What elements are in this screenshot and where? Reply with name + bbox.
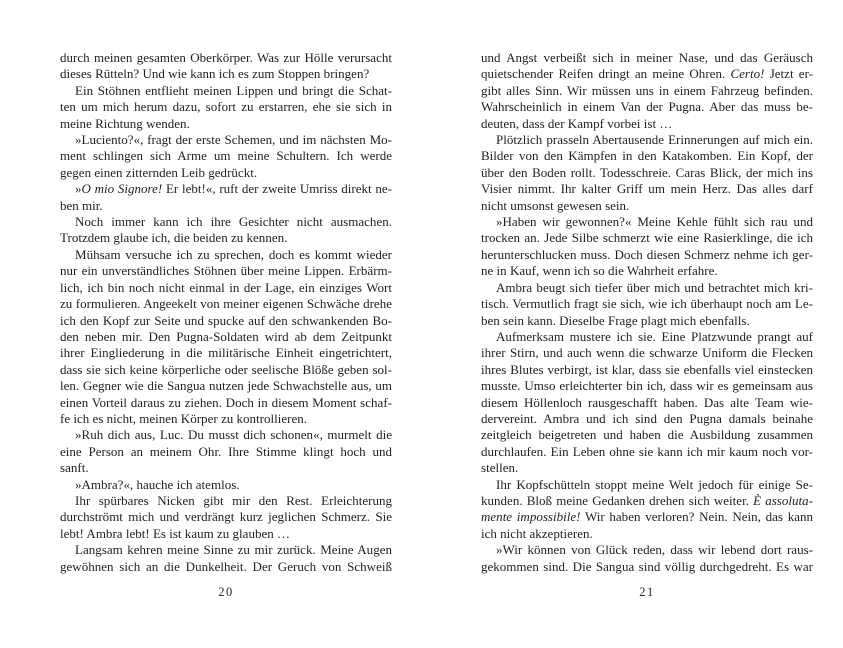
page-left-text (60, 50, 392, 575)
text-line (60, 493, 392, 509)
text-segment: gewöhnen sich an die Dunkelheit. Der Geruch von Schweiß (60, 558, 392, 574)
text-line (481, 460, 813, 476)
text-line (60, 198, 392, 214)
page-right-text (481, 50, 813, 575)
text-line (60, 230, 392, 246)
italic-text-segment: O mio Signore! (81, 181, 163, 197)
text-segment: durchströmt mich und verdrängt kurz jeglichen Schmerz. Sie (60, 509, 392, 525)
text-segment: Noch immer kann ich ihre Gesichter nicht ausmachen. (75, 214, 392, 230)
text-line (481, 493, 813, 509)
text-segment: ne in Kauf, wenn ich so die Wahrheit erfahre. (481, 263, 718, 279)
text-line (481, 559, 813, 575)
text-segment: deuten, dass der Kampf vorbei ist … (481, 115, 673, 131)
text-line (60, 460, 392, 476)
text-segment: »Ambra?«, hauche ich atemlos. (75, 476, 240, 492)
text-line (60, 148, 392, 164)
page-number-right: 21 (639, 585, 655, 599)
text-segment: ben sein kann. Dieselbe Frage plagt mich ebenfalls. (481, 312, 750, 328)
text-line (481, 345, 813, 361)
italic-text-segment: Certo! (730, 66, 765, 82)
text-line (481, 263, 813, 279)
text-segment: durch meinen gesamten Oberkörper. Was zur Hölle verursacht (60, 50, 392, 65)
text-line (481, 542, 813, 558)
text-segment: dass sie sich keine körperliche oder seelische Blöße geben sol- (60, 361, 392, 377)
text-segment: Mühsam versuche ich zu sprechen, doch es kommt wieder (75, 246, 392, 262)
text-segment: ihres Blutes verbirgt, ist klar, dass sie ebenfalls viel einstecken (481, 361, 813, 377)
text-segment: ich nicht akzeptieren. (481, 525, 593, 541)
text-segment: Plötzlich prasseln Abertausende Erinnerungen auf mich ein. (496, 132, 813, 148)
text-line (481, 526, 813, 542)
text-line (60, 329, 392, 345)
text-line (481, 50, 813, 66)
text-line (60, 526, 392, 542)
text-line (481, 66, 813, 82)
text-segment: Trotzdem glaube ich, die beiden zu kennen. (60, 230, 288, 246)
text-segment: diesem Höllenloch rausgeschafft haben. Das alte Team wie- (481, 394, 813, 410)
text-segment: ten um mich herum dazu, sofort zu erstarren, ehe sie sich in (60, 99, 392, 115)
text-segment: ment schlingen sich Arme um meine Schultern. Ich werde (60, 148, 392, 164)
text-segment: len. Gegner wie die Sangua nutzen jede Schwachstelle aus, um (60, 378, 392, 394)
text-segment: Ihr Kopfschütteln stoppt meine Welt jedoch für einige Se- (496, 476, 813, 492)
text-line (481, 329, 813, 345)
page-left (60, 0, 392, 648)
text-segment: musste. Umso erleichterter bin ich, dass wir es gemeinsam aus (481, 378, 813, 394)
text-segment: » (75, 181, 82, 197)
text-segment: eine Person an meinem Ohr. Ihre Stimme klingt hoch und (60, 443, 392, 459)
text-line (60, 378, 392, 394)
text-segment: tisch. Vermutlich fragt sie sich, wie ich überhaupt noch am Le- (481, 296, 813, 312)
text-line (481, 148, 813, 164)
text-line (481, 362, 813, 378)
text-line (60, 362, 392, 378)
text-line (481, 477, 813, 493)
text-line (481, 83, 813, 99)
text-segment: quietschender Reifen dringt an meine Ohren. (481, 66, 731, 82)
text-segment: Wahrscheinlich in einem Van der Pugna. Aber das muss be- (481, 99, 813, 115)
text-segment: den neben mir. Den Pugna-Soldaten wird ab dem Zeitpunkt (60, 328, 392, 344)
text-line (60, 477, 392, 493)
text-segment: ben mir. (60, 197, 103, 213)
text-segment: ich den Kopf zur Seite und spucke auf den schwankenden Bo- (60, 312, 392, 328)
text-line (481, 280, 813, 296)
text-line (481, 296, 813, 312)
text-line (60, 542, 392, 558)
text-segment: ihrer Eingliederung in die militärische Einheit eingetrichtert, (60, 345, 392, 361)
text-segment: gekommen sind. Die Sangua sind völlig durchgedreht. Es war (481, 558, 813, 574)
text-line (60, 395, 392, 411)
text-segment: kunden. Bloß meine Gedanken drehen sich weiter. (481, 492, 754, 508)
page-right (481, 0, 813, 648)
text-line (60, 116, 392, 132)
text-line (481, 411, 813, 427)
text-segment: fe ich es nicht, meinen Körper zu kontrollieren. (60, 410, 308, 426)
text-segment: ihrer Stirn, und auch wenn die schwarze Uniform die Flecken (481, 345, 813, 361)
text-line (481, 395, 813, 411)
text-segment: »Haben wir gewonnen?« Meine Kehle fühlt sich rau und (496, 214, 813, 230)
text-line (481, 313, 813, 329)
text-segment: sanft. (60, 460, 89, 476)
text-line (481, 378, 813, 394)
text-line (60, 165, 392, 181)
text-segment: einen Vorteil daraus zu ziehen. Doch in diesem Moment schaf- (60, 394, 392, 410)
text-line (481, 198, 813, 214)
text-line (60, 509, 392, 525)
text-segment: Bilder von den Kämpfen in den Katakomben. Ein Kopf, der (481, 148, 813, 164)
text-segment: »Luciento?«, fragt der erste Schemen, und im nächsten Mo- (75, 132, 392, 148)
text-line (60, 427, 392, 443)
text-segment: Ein Stöhnen entflieht meinen Lippen und bringt die Schat- (75, 82, 392, 98)
text-segment: und Angst verbeißt sich in meiner Nase, und das Geräusch (481, 50, 813, 65)
text-line (60, 247, 392, 263)
text-segment: nur ein unverständliches Stöhnen über meine Lippen. Erbärm- (60, 263, 392, 279)
text-line (481, 230, 813, 246)
text-line (481, 165, 813, 181)
text-line (60, 444, 392, 460)
italic-text-segment: È assoluta- (753, 492, 813, 508)
text-segment: herunterschlucken muss. Doch diesen Schmerz nehme ich ger- (481, 246, 813, 262)
text-line (60, 313, 392, 329)
text-segment: über den Boden rollt. Todesschreie. Caras Blick, der mich ins (481, 164, 813, 180)
text-line (481, 214, 813, 230)
text-segment: lich, ich bin noch nicht einmal in der Lage, ein einziges Wort (60, 279, 392, 295)
text-segment: trocken an. Jede Silbe schmerzt wie eine Rasierklinge, die ich (481, 230, 813, 246)
text-line (60, 66, 392, 82)
text-segment: Ambra beugt sich tiefer über mich und betrachtet mich kri- (496, 279, 813, 295)
text-line (60, 132, 392, 148)
text-line (481, 247, 813, 263)
text-line (481, 132, 813, 148)
text-segment: meine Richtung wenden. (60, 115, 190, 131)
text-segment: Aufmerksam mustere ich sie. Eine Platzwunde prangt auf (496, 328, 813, 344)
text-segment: Visier nimmt. Ihr kalter Griff um mein Herz. Das alles darf (481, 181, 813, 197)
page-number-left: 20 (218, 585, 234, 599)
text-line (60, 263, 392, 279)
text-segment: dervereint. Ambra und ich sind den Pugna damals beinahe (481, 410, 813, 426)
text-segment: zeitgleich beigetreten und haben die Ausbildung zusammen (481, 427, 813, 443)
text-segment: Jetzt er- (764, 66, 814, 82)
text-line (60, 50, 392, 66)
text-segment: nicht umsonst gewesen sein. (481, 197, 630, 213)
text-segment: Wir haben verloren? Nein. Nein, das kann (580, 509, 814, 525)
text-line (60, 411, 392, 427)
text-segment: Ihr spürbares Nicken gibt mir den Rest. Erleichterung (75, 492, 392, 508)
text-line (60, 99, 392, 115)
text-line (481, 116, 813, 132)
text-segment: gegen einen zitternden Leib gedrückt. (60, 164, 258, 180)
text-line (60, 83, 392, 99)
text-line (481, 509, 813, 525)
text-segment: Langsam kehren meine Sinne zu mir zurück. Meine Augen (75, 542, 392, 558)
text-line (60, 181, 392, 197)
text-line (60, 296, 392, 312)
text-line (481, 427, 813, 443)
text-line (60, 280, 392, 296)
text-line (60, 214, 392, 230)
text-line (60, 559, 392, 575)
text-line (481, 99, 813, 115)
text-segment: stellen. (481, 460, 519, 476)
text-segment: dieses Rütteln? Und wie kann ich es zum Stoppen bringen? (60, 66, 370, 82)
text-line (481, 181, 813, 197)
text-segment: zu formulieren. Angeekelt von meiner eigenen Schwäche drehe (60, 296, 392, 312)
text-segment: Er lebt!«, ruft der zweite Umriss direkt ne- (162, 181, 392, 197)
text-segment: »Wir können von Glück reden, dass wir lebend dort raus- (496, 542, 813, 558)
text-segment: »Ruh dich aus, Luc. Du musst dich schonen«, murmelt die (75, 427, 392, 443)
text-line (481, 444, 813, 460)
italic-text-segment: mente impossibile! (481, 509, 581, 525)
text-segment: lebt! Ambra lebt! Es ist kaum zu glauben … (60, 525, 291, 541)
text-line (60, 345, 392, 361)
text-segment: gibt alles Sinn. Wir müssen uns in einem Fahrzeug befinden. (481, 82, 813, 98)
text-segment: durchlaufen. Ein Leben ohne sie kann ich mir kaum noch vor- (481, 443, 813, 459)
